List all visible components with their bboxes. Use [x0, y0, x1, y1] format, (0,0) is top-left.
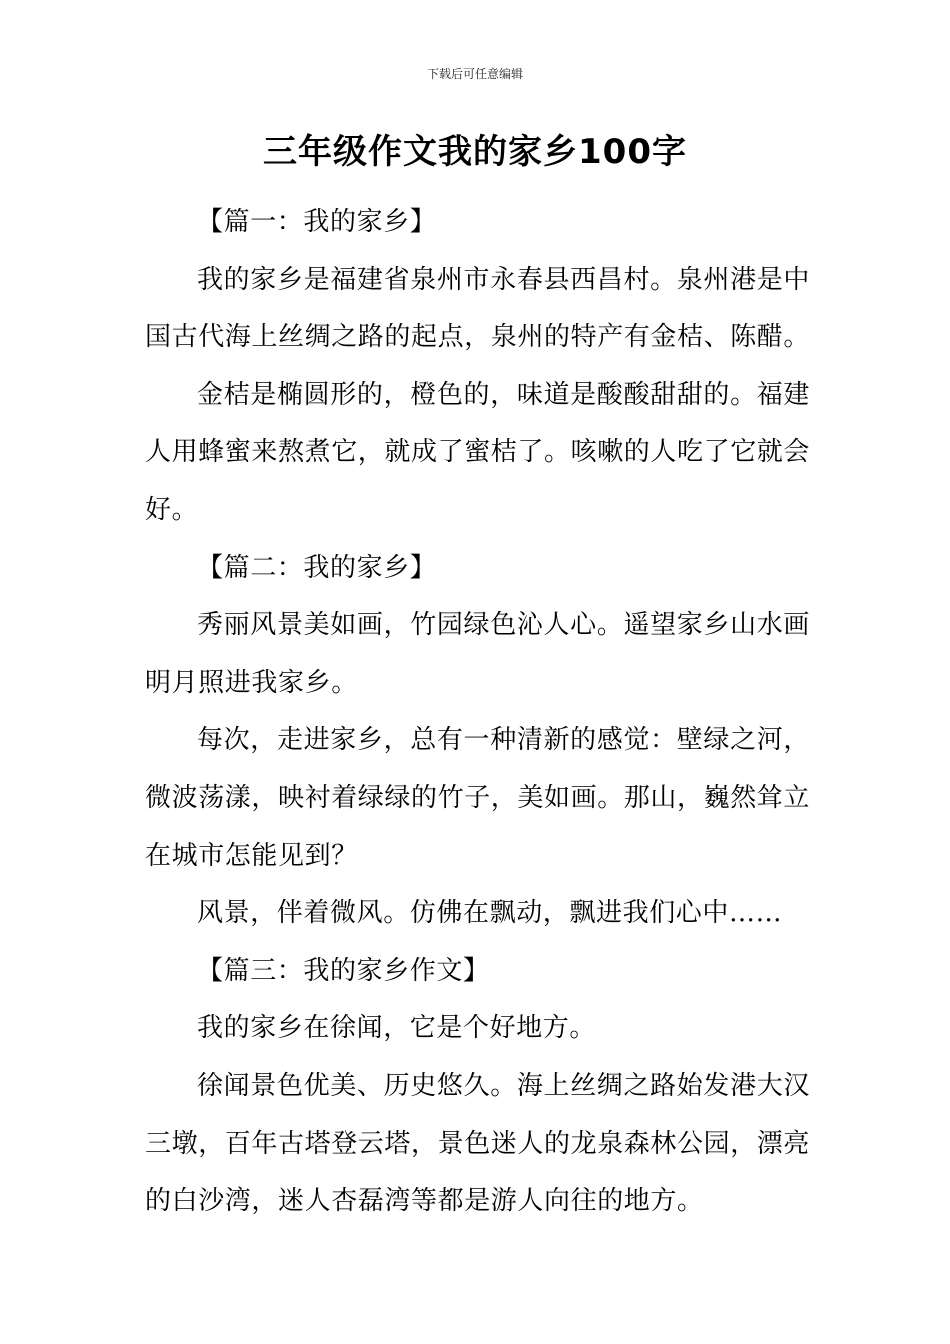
section-heading-3: 【篇三：我的家乡作文】: [197, 955, 490, 986]
header-note: 下载后可任意编辑: [426, 67, 523, 81]
paragraph-3-2: 徐闻景色优美、历史悠久。海上丝绸之路始发港大汉三墩，百年古塔登云塔，景色迷人的龙泉森林公园，漂亮的白沙湾，迷人杏磊湾等都是游人向往的地方。: [145, 1070, 811, 1217]
paragraph-2-1: 秀丽风景美如画，竹园绿色沁人心。遥望家乡山水画明月照进我家乡。: [145, 610, 810, 698]
page-title: 三年级作文我的家乡100字: [263, 132, 687, 172]
paragraph-2-2: 每次，走进家乡，总有一种清新的感觉：壁绿之河，微波荡漾，映衬着绿绿的竹子，美如画。那山，巍然耸立在城市怎能见到？: [145, 725, 811, 871]
paragraph-2-3: 风景，伴着微风。仿佛在飘动，飘进我们心中……: [197, 898, 783, 929]
article-body: [145, 194, 810, 1231]
paragraph-1-1: 我的家乡是福建省泉州市永春县西昌村。泉州港是中国古代海上丝绸之路的起点，泉州的特产有金桔、陈醋。: [145, 264, 811, 353]
paragraph-3-1: 我的家乡在徐闻，它是个好地方。: [197, 1013, 597, 1044]
paragraph-1-2: 金桔是椭圆形的，橙色的，味道是酸酸甜甜的。福建人用蜂蜜来熬煮它，就成了蜜桔了。咳嗽的人吃了它就会好。: [145, 379, 811, 525]
section-heading-1: 【篇一：我的家乡】: [197, 207, 437, 237]
section-heading-2: 【篇二：我的家乡】: [197, 552, 437, 583]
